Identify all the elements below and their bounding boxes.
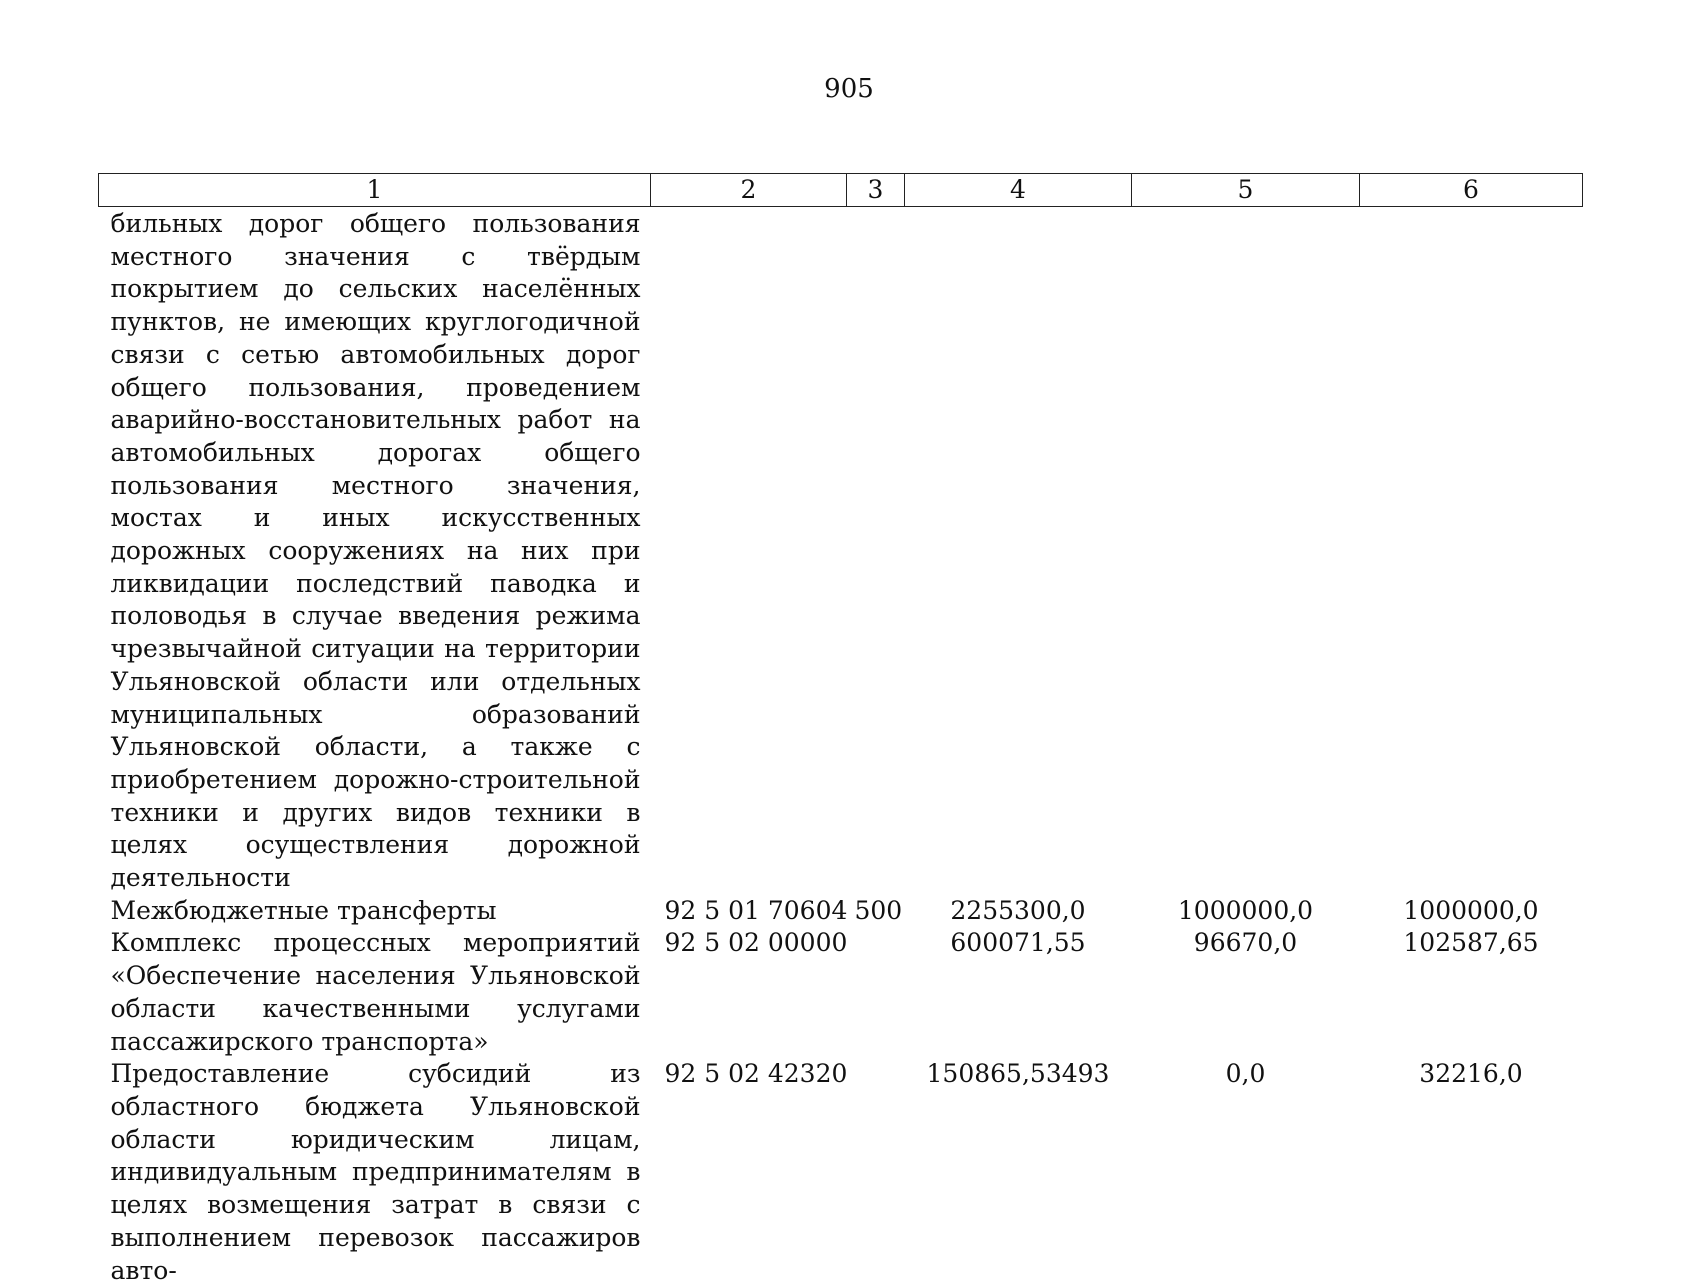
- row-type: 500: [847, 895, 905, 928]
- row-code: 92 5 02 42320: [651, 1058, 847, 1287]
- row-value-4: 600071,55: [905, 927, 1132, 1058]
- header-col-4: 4: [905, 174, 1132, 207]
- row-value-6: 1000000,0: [1360, 895, 1583, 928]
- row-value-6: 32216,0: [1360, 1058, 1583, 1287]
- row-name: Предоставление субсидий из областного бюджета Ульяновской области юридическим лицам, индивидуальным предпринимателям в целях возмещения затрат в связи с выполнением перевозок пассажиров авто-: [99, 1058, 651, 1287]
- table-row: [99, 207, 1583, 895]
- header-col-5: 5: [1132, 174, 1360, 207]
- row-type: [847, 927, 905, 1058]
- table-body: [99, 207, 1583, 1287]
- row-value-6: [1360, 207, 1583, 895]
- header-row: [99, 174, 1583, 207]
- row-value-5: [1132, 207, 1360, 895]
- budget-table: [98, 173, 1583, 1287]
- table-row: [99, 1058, 1583, 1287]
- row-type: [847, 207, 905, 895]
- row-name: бильных дорог общего пользования местного значения с твёрдым покрытием до сельских населённых пунктов, не имеющих круглогодичной связи с сетью автомобильных дорог общего пользования, проведением аварийно-восстановительных работ на автомобильных дорогах общего пользования местного значения, мостах и иных искусственных дорожных сооружениях на них при ликвидации последствий паводка и половодья в случае введения режима чрезвычайной ситуации на территории Ульяновской области или отдельных муниципальных образований Ульяновской области, а также с приобретением дорожно-строительной техники и других видов техники в целях осуществления дорожной деятельности: [99, 207, 651, 895]
- row-code: [651, 207, 847, 895]
- row-name: Комплекс процессных мероприятий «Обеспечение населения Ульяновской области качественными услугами пассажирского транспорта»: [99, 927, 651, 1058]
- header-col-3: 3: [847, 174, 905, 207]
- table-row: [99, 895, 1583, 928]
- header-col-2: 2: [651, 174, 847, 207]
- row-value-4: 150865,53493: [905, 1058, 1132, 1287]
- row-value-5: 1000000,0: [1132, 895, 1360, 928]
- table-header: [99, 174, 1583, 207]
- row-name: Межбюджетные трансферты: [99, 895, 651, 928]
- row-value-6: 102587,65: [1360, 927, 1583, 1058]
- row-code: 92 5 02 00000: [651, 927, 847, 1058]
- row-value-5: 96670,0: [1132, 927, 1360, 1058]
- header-col-1: 1: [99, 174, 651, 207]
- row-value-5: 0,0: [1132, 1058, 1360, 1287]
- table-row: [99, 927, 1583, 1058]
- header-col-6: 6: [1360, 174, 1583, 207]
- row-code: 92 5 01 70604: [651, 895, 847, 928]
- page-number: 905: [0, 74, 1698, 104]
- row-type: [847, 1058, 905, 1287]
- row-value-4: [905, 207, 1132, 895]
- row-value-4: 2255300,0: [905, 895, 1132, 928]
